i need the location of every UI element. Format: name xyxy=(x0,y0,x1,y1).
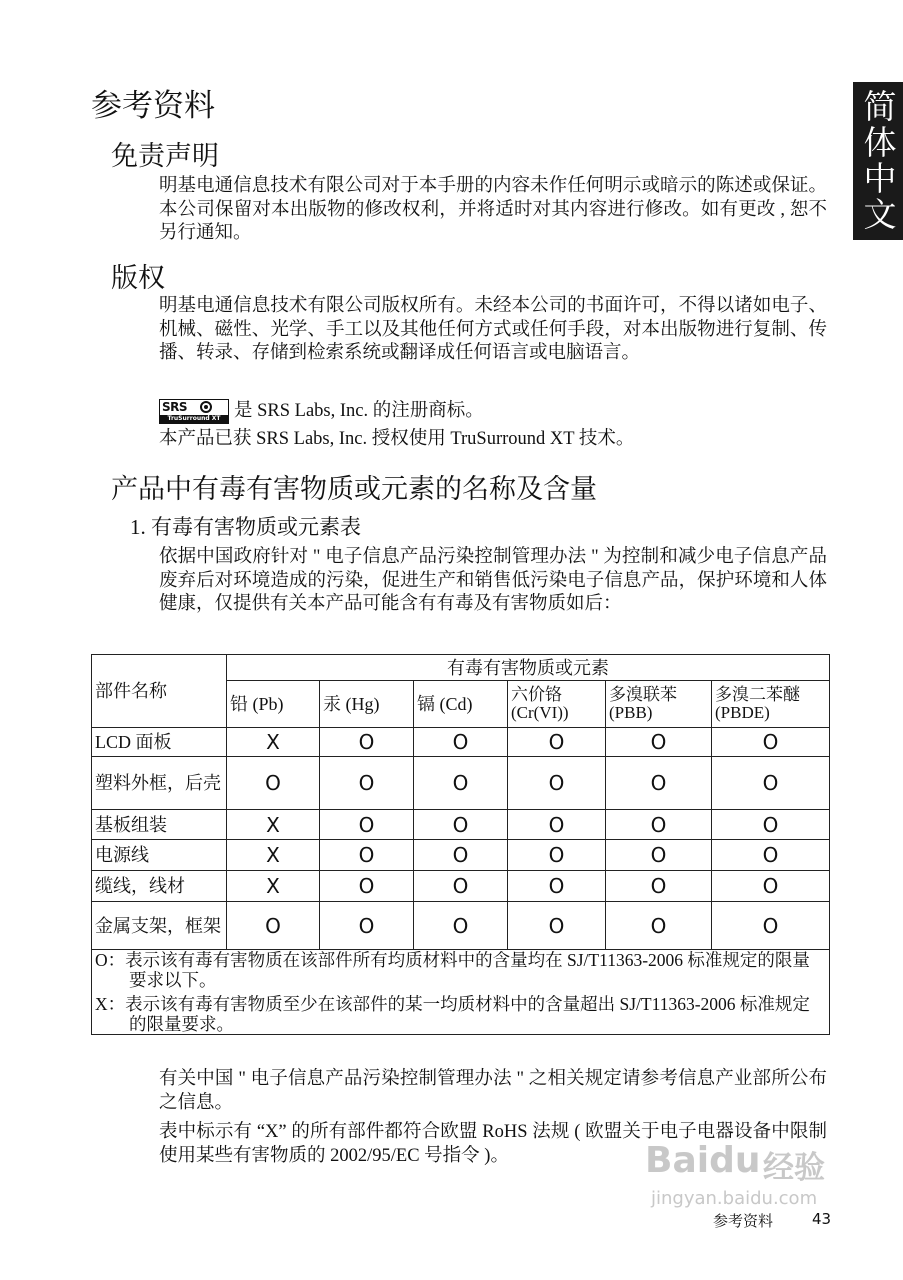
copyright-text: 明基电通信息技术有限公司版权所有。未经本公司的书面许可，不得以诸如电子、机械、磁性、光学、手工以及其他任何方式或任何手段，对本出版物进行复制、传播、转录、存储到检索系统或翻译成任何语言或电脑语言。 xyxy=(159,296,827,364)
footer-section: 参考资料 xyxy=(713,1212,774,1230)
substance-mark: O xyxy=(414,757,508,810)
hazard-subheading: 1. 有毒有害物质或元素表 xyxy=(130,515,361,539)
srs-logo-subtext: TruSurround XT xyxy=(160,415,228,423)
substance-mark: O xyxy=(508,810,606,840)
substance-mark: O xyxy=(414,840,508,871)
substance-mark: O xyxy=(712,902,830,950)
note-x: X：表示该有毒有害物质至少在该部件的某一均质材料中的含量超出 SJ/T11363-2006 标准规定的限量要求。 xyxy=(95,994,810,1034)
part-name: 塑料外框，后壳 xyxy=(92,757,227,810)
table-notes-row xyxy=(92,950,830,1035)
trademark-text: 是 SRS Labs, Inc. 的注册商标。 xyxy=(234,401,484,421)
column-header: 铅 (Pb) xyxy=(227,681,320,728)
substance-mark: O xyxy=(320,810,414,840)
substance-mark: O xyxy=(508,728,606,757)
part-name: LCD 面板 xyxy=(92,728,227,757)
substance-mark: O xyxy=(712,757,830,810)
substance-mark: O xyxy=(320,757,414,810)
substance-mark: O xyxy=(320,871,414,902)
substance-mark: O xyxy=(606,840,712,871)
substance-mark: O xyxy=(227,902,320,950)
part-name: 基板组装 xyxy=(92,810,227,840)
srs-logo-text: SRS xyxy=(162,400,188,414)
substance-mark: O xyxy=(606,902,712,950)
disclaimer-heading: 免责声明 xyxy=(111,141,219,171)
substance-mark: O xyxy=(414,810,508,840)
substance-mark: O xyxy=(227,757,320,810)
substance-mark: O xyxy=(508,871,606,902)
hazard-intro: 依据中国政府针对 " 电子信息产品污染控制管理办法 " 为控制和减少电子信息产品废弃后对环境造成的污染，促进生产和销售低污染电子信息产品，保护环境和人体健康，仅提供有关本产品可能含有有毒及有害物质如后： xyxy=(159,547,827,615)
watermark-brand: Baidu xyxy=(645,1140,761,1181)
substance-mark: O xyxy=(606,757,712,810)
substance-mark: O xyxy=(712,840,830,871)
column-header: 多溴二苯醚 (PBDE) xyxy=(712,681,830,728)
substance-mark: X xyxy=(227,728,320,757)
srs-logo xyxy=(159,399,229,424)
substance-mark: O xyxy=(508,840,606,871)
table-row xyxy=(92,840,830,871)
page-title: 参考资料 xyxy=(91,88,215,123)
copyright-heading: 版权 xyxy=(111,263,165,293)
substance-mark: X xyxy=(227,810,320,840)
hazard-table xyxy=(91,654,830,1035)
after-text-2: 表中标示有 “X” 的所有部件都符合欧盟 RoHS 法规 ( 欧盟关于电子电器设备中限制使用某些有害物质的 2002/95/EC 号指令 )。 xyxy=(159,1122,827,1166)
substance-mark: O xyxy=(712,728,830,757)
substance-mark: X xyxy=(227,840,320,871)
substance-mark: O xyxy=(508,757,606,810)
substance-mark: O xyxy=(414,871,508,902)
table-header-row xyxy=(92,655,830,681)
column-header: 镉 (Cd) xyxy=(414,681,508,728)
table-notes xyxy=(92,950,830,1035)
column-header: 多溴联苯 (PBB) xyxy=(606,681,712,728)
substance-mark: O xyxy=(606,728,712,757)
language-tab: 简体中文 xyxy=(853,82,903,240)
substance-mark: O xyxy=(414,728,508,757)
table-row xyxy=(92,757,830,810)
table-row xyxy=(92,810,830,840)
substance-mark: O xyxy=(606,871,712,902)
substance-mark: O xyxy=(712,810,830,840)
column-header: 六价铬 (Cr(VI)) xyxy=(508,681,606,728)
note-o: O：表示该有毒有害物质在该部件所有均质材料中的含量均在 SJ/T11363-2006 标准规定的限量要求以下。 xyxy=(95,950,810,990)
column-header: 汞 (Hg) xyxy=(320,681,414,728)
substance-group-header: 有毒有害物质或元素 xyxy=(227,655,830,681)
table-row xyxy=(92,871,830,902)
table-row xyxy=(92,728,830,757)
substance-mark: O xyxy=(320,840,414,871)
substance-mark: O xyxy=(320,728,414,757)
page-number: 43 xyxy=(812,1210,832,1228)
substance-mark: O xyxy=(320,902,414,950)
hazard-heading: 产品中有毒有害物质或元素的名称及含量 xyxy=(111,474,597,504)
license-text: 本产品已获 SRS Labs, Inc. 授权使用 TruSurround XT 技术。 xyxy=(159,429,635,449)
substance-mark: O xyxy=(712,871,830,902)
watermark-url: jingyan.baidu.com xyxy=(651,1188,818,1209)
watermark-cn: 经验 xyxy=(763,1150,825,1186)
substance-mark: X xyxy=(227,871,320,902)
after-text-1: 有关中国 " 电子信息产品污染控制管理办法 " 之相关规定请参考信息产业部所公布之信息。 xyxy=(159,1069,827,1113)
srs-circle-icon xyxy=(200,401,212,413)
table-row xyxy=(92,902,830,950)
part-name: 电源线 xyxy=(92,840,227,871)
part-name: 缆线，线材 xyxy=(92,871,227,902)
substance-mark: O xyxy=(508,902,606,950)
substance-mark: O xyxy=(606,810,712,840)
part-name: 金属支架，框架 xyxy=(92,902,227,950)
substance-mark: O xyxy=(414,902,508,950)
disclaimer-text: 明基电通信息技术有限公司对于本手册的内容未作任何明示或暗示的陈述或保证。本公司保留对本出版物的修改权利，并将适时对其内容进行修改。如有更改 , 恕不另行通知。 xyxy=(159,176,827,244)
part-header: 部件名称 xyxy=(92,655,227,728)
